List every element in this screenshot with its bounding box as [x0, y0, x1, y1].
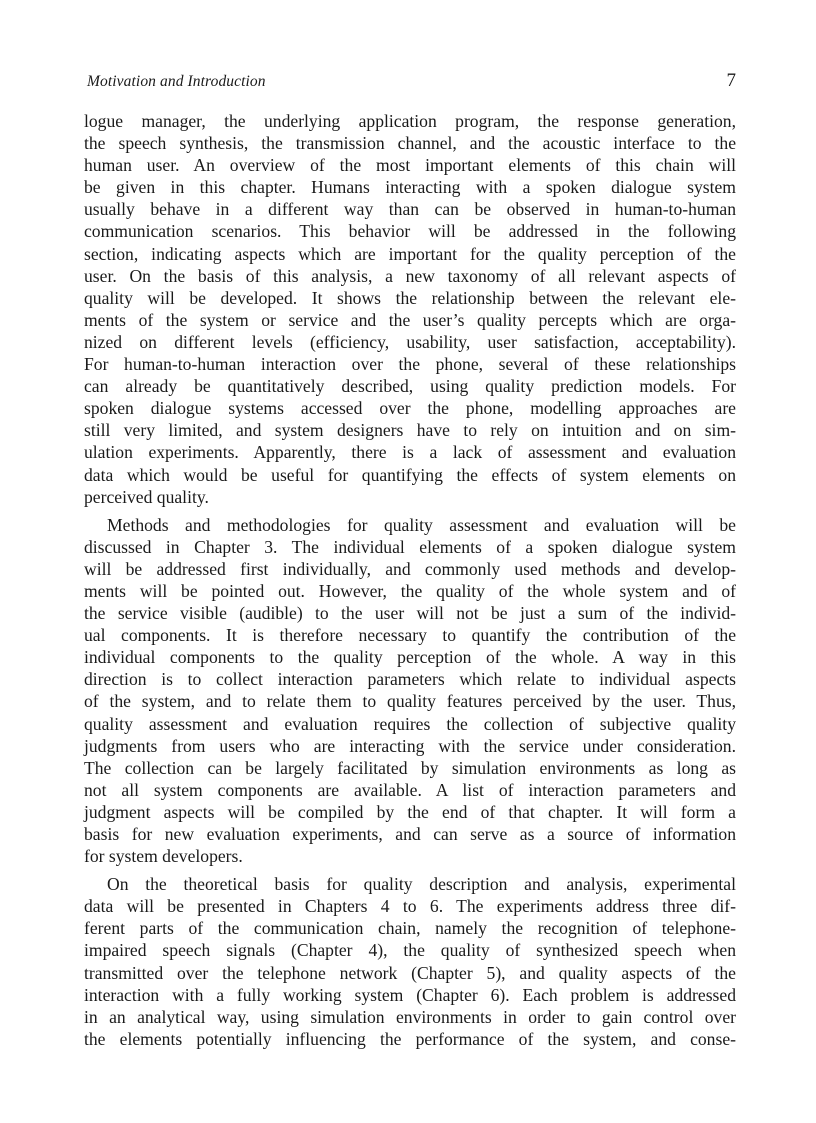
text-line: ments will be pointed out. However, the quality of the whole system and of: [84, 580, 736, 601]
body-text: [84, 110, 736, 1050]
text-line: usually behave in a different way than can be observed in human-to-human: [84, 199, 736, 220]
paragraph-3: [84, 873, 736, 1050]
paragraph-2: [84, 514, 736, 868]
text-line: judgments from users who are interacting with the service under consideration.: [84, 735, 736, 756]
text-line: discussed in Chapter 3. The individual elements of a spoken dialogue system: [84, 536, 736, 557]
text-line: the speech synthesis, the transmission channel, and the acoustic interface to the: [84, 133, 736, 154]
text-line: ferent parts of the communication chain, namely the recognition of telephone-: [84, 918, 736, 939]
text-line: be given in this chapter. Humans interacting with a spoken dialogue system: [84, 177, 736, 198]
text-line: section, indicating aspects which are important for the quality perception of the: [84, 243, 736, 264]
text-line: ulation experiments. Apparently, there is a lack of assessment and evaluation: [84, 442, 736, 463]
running-header: [87, 70, 736, 95]
text-line: the service visible (audible) to the user will not be just a sum of the individ-: [84, 603, 736, 624]
text-line: spoken dialogue systems accessed over the phone, modelling approaches are: [84, 398, 736, 419]
text-line: user. On the basis of this analysis, a new taxonomy of all relevant aspects of: [84, 265, 736, 286]
text-line: data will be presented in Chapters 4 to 6. The experiments address three dif-: [84, 896, 736, 917]
text-line: quality assessment and evaluation requires the collection of subjective quality: [84, 713, 736, 734]
text-line: in an analytical way, using simulation environments in order to gain control over: [84, 1006, 736, 1027]
header-title: Motivation and Introduction: [87, 73, 266, 90]
text-line: On the theoretical basis for quality description and analysis, experimental: [107, 874, 736, 895]
text-line: For human-to-human interaction over the phone, several of these relationships: [84, 354, 736, 375]
text-line: transmitted over the telephone network (Chapter 5), and quality aspects of the: [84, 962, 736, 983]
text-line: can already be quantitatively described, using quality prediction models. For: [84, 376, 736, 397]
text-line: for system developers.: [84, 846, 243, 867]
text-line: judgment aspects will be compiled by the end of that chapter. It will form a: [84, 801, 736, 822]
text-line: will be addressed first individually, and commonly used methods and develop-: [84, 558, 736, 579]
text-line: quality will be developed. It shows the relationship between the relevant ele-: [84, 287, 736, 308]
text-line: direction is to collect interaction parameters which relate to individual aspects: [84, 669, 736, 690]
text-line: data which would be useful for quantifying the effects of system elements on: [84, 464, 736, 485]
text-line: communication scenarios. This behavior will be addressed in the following: [84, 221, 736, 242]
text-line: the elements potentially influencing the performance of the system, and conse-: [84, 1028, 736, 1049]
text-line: ments of the system or service and the user’s quality percepts which are orga-: [84, 309, 736, 330]
text-line: still very limited, and system designers have to rely on intuition and on sim-: [84, 420, 736, 441]
text-line: of the system, and to relate them to quality features perceived by the user. Thus,: [84, 691, 736, 712]
paragraph-1: [84, 110, 736, 508]
text-line: Methods and methodologies for quality assessment and evaluation will be: [107, 514, 736, 535]
text-line: human user. An overview of the most important elements of this chain will: [84, 155, 736, 176]
text-line: basis for new evaluation experiments, and can serve as a source of information: [84, 824, 736, 844]
text-line: impaired speech signals (Chapter 4), the quality of synthesized speech when: [84, 940, 736, 961]
page-number: 7: [726, 70, 736, 91]
text-line: interaction with a fully working system (Chapter 6). Each problem is addressed: [84, 984, 736, 1005]
text-line: nized on different levels (efficiency, usability, user satisfaction, acceptability).: [84, 331, 736, 352]
text-line: ual components. It is therefore necessary to quantify the contribution of the: [84, 625, 736, 646]
text-line: individual components to the quality perception of the whole. A way in this: [84, 647, 736, 668]
text-line: not all system components are available. A list of interaction parameters and: [84, 779, 736, 800]
text-line: perceived quality.: [84, 486, 209, 507]
text-line: logue manager, the underlying application program, the response generation,: [84, 111, 736, 131]
text-line: The collection can be largely facilitated by simulation environments as long as: [84, 757, 736, 778]
